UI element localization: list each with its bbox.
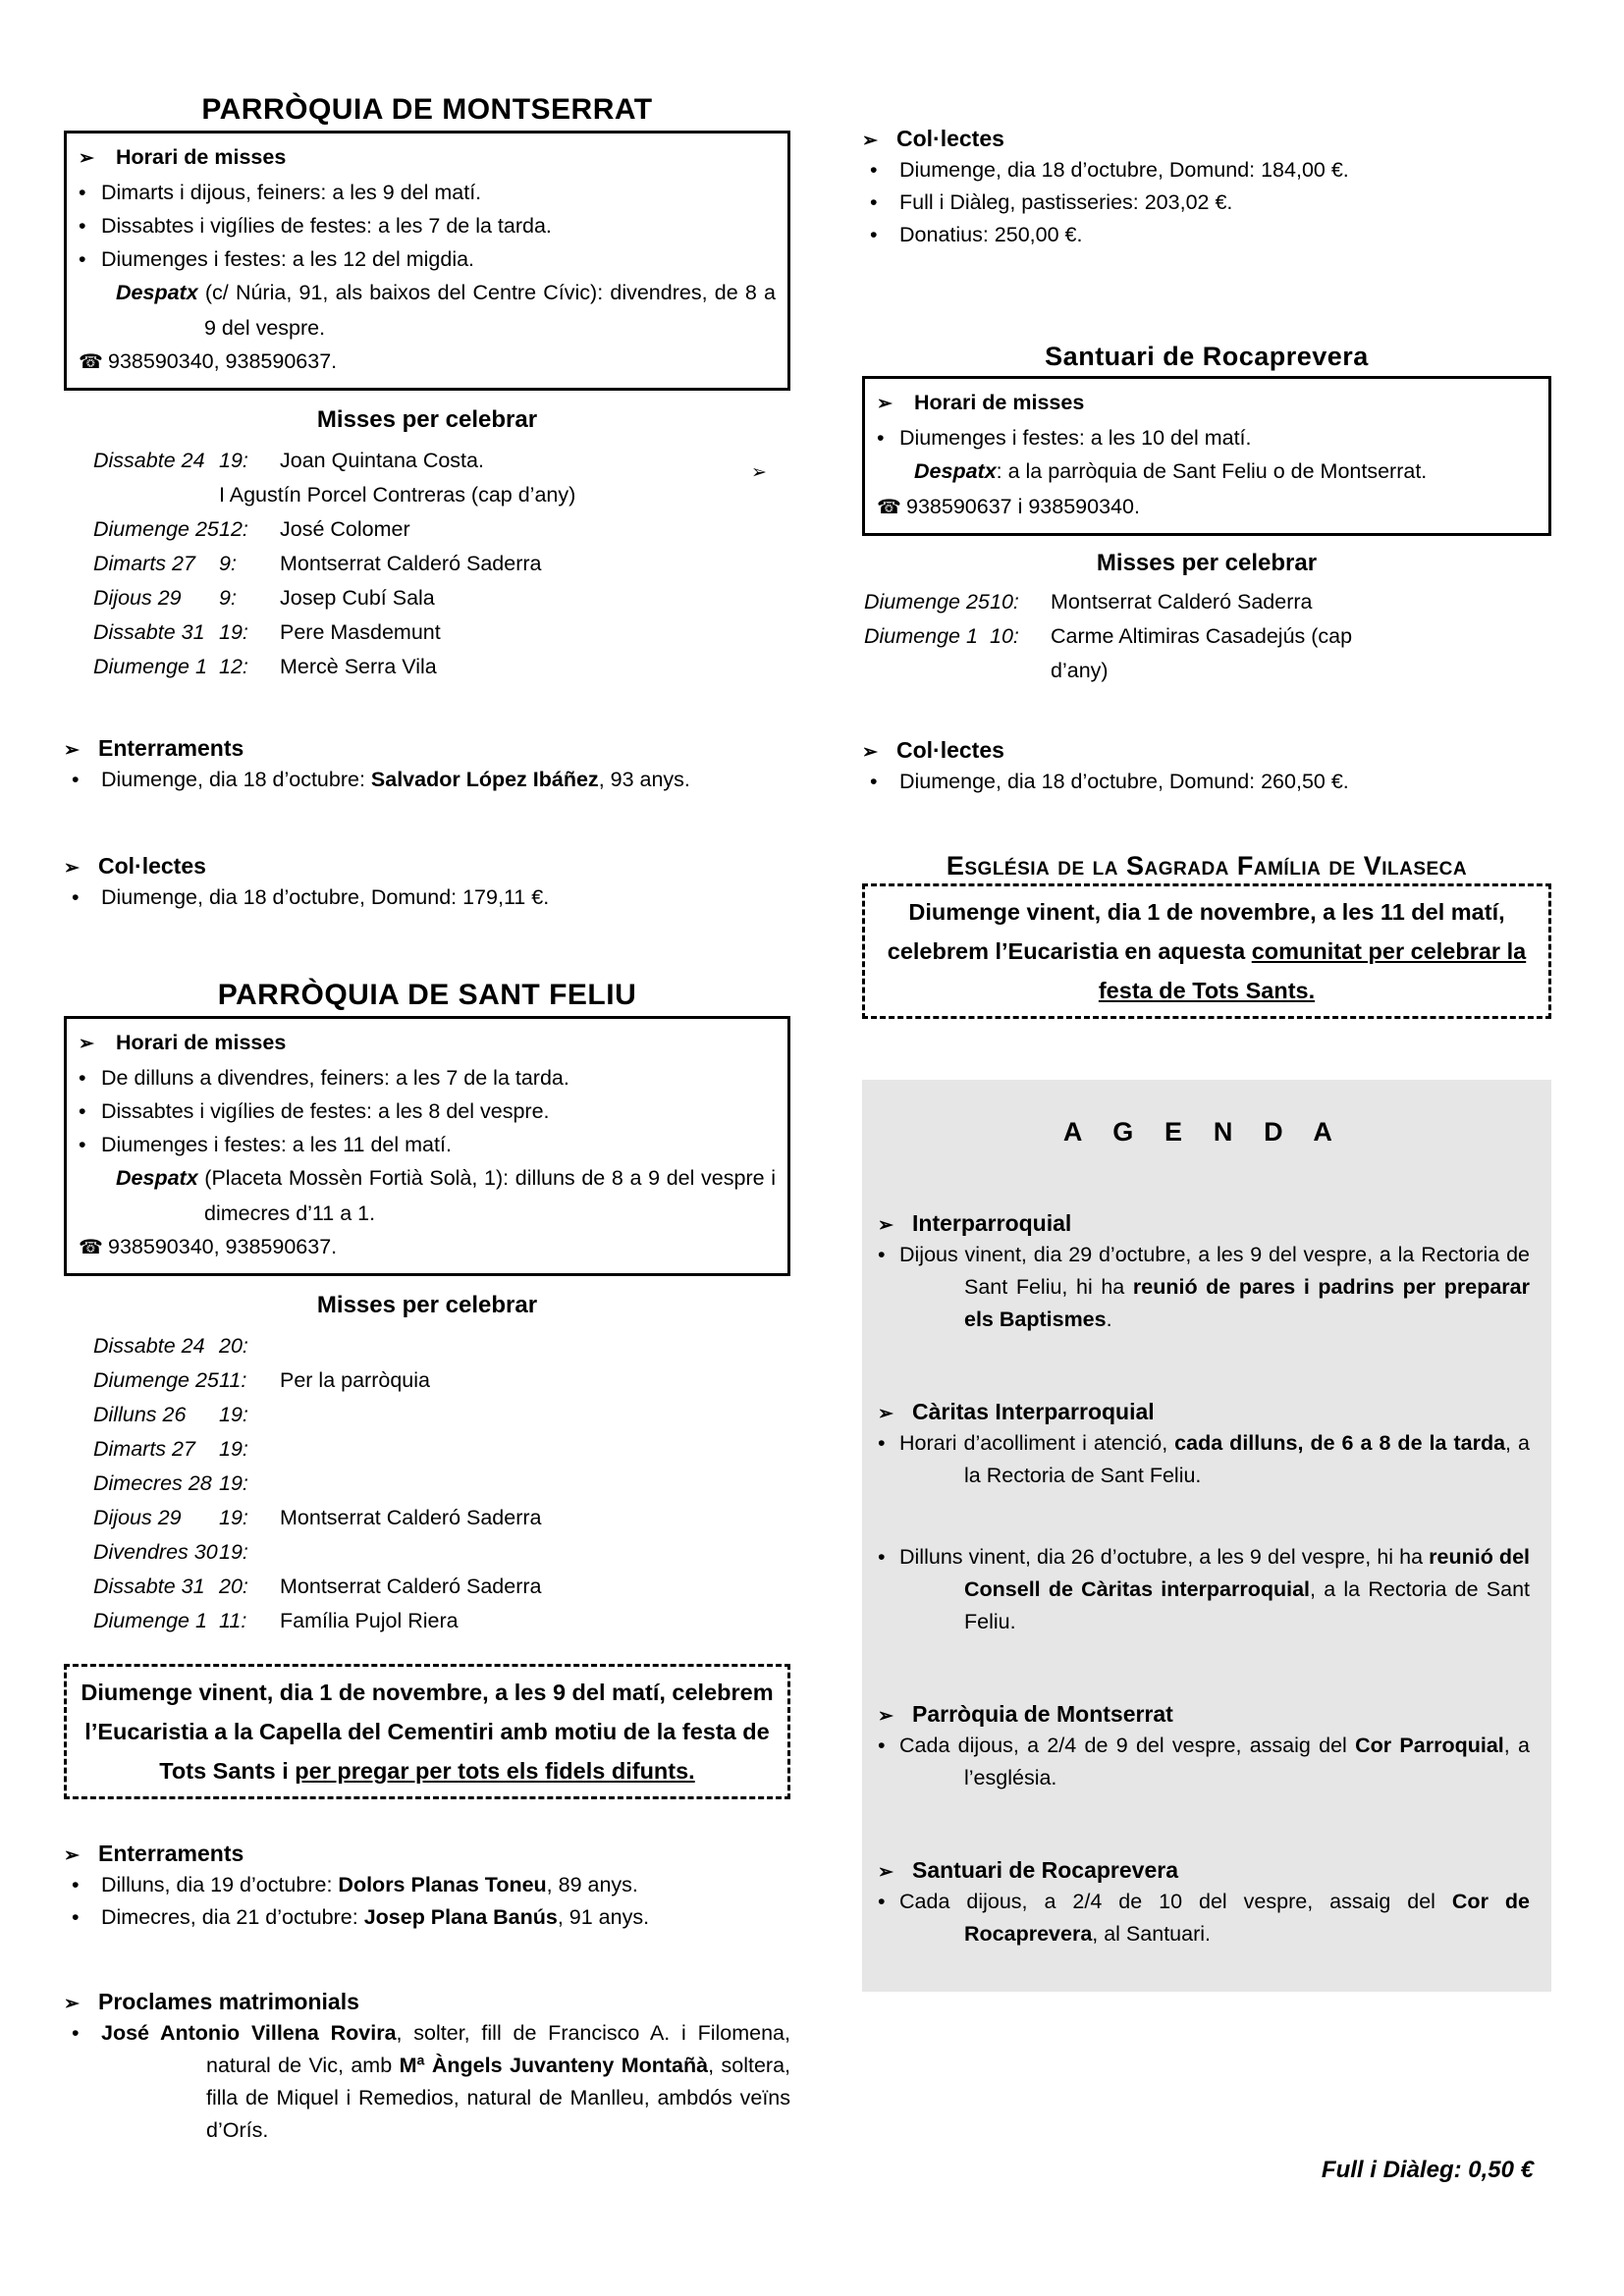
misses-name: Mercè Serra Vila (280, 655, 437, 678)
bullet-icon: • (878, 1890, 886, 1913)
bullet-icon: • (72, 768, 80, 791)
santfeliu-horari-heading (79, 1026, 776, 1061)
bullet-icon: • (878, 1734, 886, 1757)
item-text: , a la Rectoria de Sant Feliu. (964, 1577, 1531, 1633)
misses-name: Carme Altimiras Casadejús (cap d’any) (1051, 624, 1353, 682)
misses-value (219, 1501, 790, 1535)
collecta-item (64, 881, 790, 914)
misses-time: 12: (219, 517, 248, 541)
horari-item-text: Dissabtes i vigílies de festes: a les 8 del vespre. (101, 1099, 550, 1123)
misses-row (64, 1329, 790, 1363)
misses-time: 10: (990, 624, 1019, 648)
misses-name-line2: I Agustín Porcel Contreras (cap d’any) (219, 483, 576, 507)
misses-row (64, 1432, 790, 1467)
misses-value (219, 1570, 790, 1604)
misses-time: 19: (219, 620, 248, 644)
bullet-icon: • (870, 190, 878, 214)
misses-time: 19: (219, 1437, 248, 1461)
misses-row (64, 1363, 790, 1398)
bullet-icon: • (79, 1066, 86, 1090)
despatx-line (751, 454, 1537, 490)
misses-name: Josep Cubí Sala (280, 586, 435, 610)
santfeliu-horari-box (64, 1016, 790, 1276)
bullet-icon: • (877, 426, 885, 450)
montserrat-misses-table (64, 444, 790, 684)
deceased-name: Josep Plana Banús (363, 1905, 558, 1929)
collecta-item (862, 219, 1551, 251)
misses-row (64, 650, 790, 684)
arrowhead-icon: ➢ (64, 740, 80, 761)
misses-time: 19: (219, 1403, 248, 1426)
arrowhead-icon: ➢ (79, 1034, 94, 1054)
misses-value (219, 1535, 790, 1570)
misses-name: Montserrat Calderó Saderra (1051, 590, 1313, 614)
misses-day: Dissabte 31 (93, 1575, 205, 1598)
misses-value (219, 1604, 790, 1638)
phone-numbers: 938590340, 938590637. (108, 1235, 338, 1258)
announcement-text: Diumenge vinent, dia 1 de novembre, a les 9 del matí, celebrem l’Eucaristia a la Capella del Cementiri amb motiu de la festa de Tots Sants i (81, 1680, 774, 1784)
misses-row (64, 615, 790, 650)
montserrat-misses-heading: Misses per celebrar (316, 406, 538, 433)
item-text: Cada dijous, a 2/4 de 9 del vespre, assaig del (899, 1734, 1356, 1757)
misses-time: 9: (219, 552, 237, 575)
despatx-text: : a la parròquia de Sant Feliu o de Montserrat. (996, 459, 1428, 483)
arrowhead-icon: ➢ (64, 858, 80, 879)
misses-row (64, 1535, 790, 1570)
item-text: Diumenge, dia 18 d’octubre: (101, 768, 371, 791)
misses-time: 10: (990, 590, 1019, 614)
announcement-underlined-text: per pregar per tots els fidels difunts. (295, 1758, 695, 1784)
bullet-icon: • (870, 770, 878, 793)
arrowhead-icon (79, 1163, 116, 1197)
enterraments-heading-label: Enterraments (98, 1841, 244, 1866)
agenda-section-heading (878, 1210, 1530, 1237)
misses-day: Diumenge 1 (93, 1609, 207, 1632)
misses-name: Montserrat Calderó Saderra (280, 1506, 542, 1529)
item-text: , solter, fill de Francisco A. i Filomena, natural de Vic, amb (206, 2021, 790, 2077)
bullet-icon: • (878, 1243, 886, 1266)
montserrat-collectes (64, 853, 790, 914)
vilaseca-announcement-box (862, 883, 1551, 1019)
bullet-icon: • (878, 1545, 886, 1569)
misses-value (219, 650, 790, 684)
bullet-icon: • (79, 247, 86, 271)
horari-item-text: De dilluns a divendres, feiners: a les 7 de la tarda. (101, 1066, 569, 1090)
despatx-text: (Placeta Mossèn Fortià Solà, 1): dilluns de 8 a 9 del vespre i dimecres d’11 a 1. (197, 1166, 776, 1225)
arrowhead-icon: ➢ (862, 742, 878, 763)
item-text: Diumenge, dia 18 d’octubre, Domund: 184,00 €. (899, 158, 1349, 182)
proclames-section (64, 1989, 790, 2147)
misses-name: Família Pujol Riera (280, 1609, 459, 1632)
enterrament-item (64, 764, 790, 796)
misses-value (219, 547, 790, 581)
horari-item (79, 1095, 776, 1128)
misses-row (862, 619, 1551, 688)
santfeliu-title: PARRÒQUIA DE SANT FELIU (217, 979, 637, 1011)
montserrat-horari-box (64, 131, 790, 391)
horari-item-text: Diumenges i festes: a les 10 del matí. (899, 426, 1252, 450)
agenda-item (878, 1541, 1530, 1638)
montserrat-title: PARRÒQUIA DE MONTSERRAT (201, 93, 653, 126)
montserrat-enterraments (64, 735, 790, 796)
item-bold-text: Cor Parroquial (1355, 1734, 1504, 1757)
horari-item-text: Dimarts i dijous, feiners: a les 9 del matí. (101, 181, 482, 204)
misses-row (862, 585, 1551, 619)
horari-item-text: Diumenges i festes: a les 12 del migdia. (101, 247, 475, 271)
misses-value (990, 585, 1551, 619)
collecta-item (862, 154, 1551, 187)
misses-day: Dijous 29 (93, 1506, 182, 1529)
agenda-heading-label: Santuari de Rocaprevera (912, 1857, 1179, 1883)
bullet-icon: • (870, 158, 878, 182)
collecta-item (862, 187, 1551, 219)
item-bold-text: reunió del Consell de Càritas interparroquial (964, 1545, 1531, 1601)
horari-heading-label: Horari de misses (116, 1031, 287, 1054)
rocaprevera-horari-heading (877, 386, 1537, 421)
misses-name (280, 1398, 790, 1432)
misses-day: Diumenge 1 (93, 655, 207, 678)
misses-time: 19: (219, 449, 248, 472)
despatx-line (79, 1161, 776, 1230)
item-text: Horari d’acolliment i atenció, (899, 1431, 1175, 1455)
collectes-heading-label: Col·lectes (896, 737, 1004, 763)
horari-item (79, 1128, 776, 1161)
misses-name (280, 1467, 790, 1501)
item-text: Diumenge, dia 18 d’octubre, Domund: 260,50 €. (899, 770, 1349, 793)
misses-name: Per la parròquia (280, 1368, 430, 1392)
item-text: Dijous vinent, dia 29 d’octubre, a les 9 del vespre, a la Rectoria de Sant Feliu, hi ha (899, 1243, 1530, 1299)
item-text: Dilluns, dia 19 d’octubre: (101, 1873, 339, 1896)
misses-line (219, 444, 790, 478)
horari-item (79, 209, 776, 242)
rocaprevera-title: Santuari de Rocaprevera (1045, 342, 1369, 371)
horari-item-text: Diumenges i festes: a les 11 del matí. (101, 1133, 452, 1156)
misses-day: Dimecres 28 (93, 1471, 212, 1495)
bullet-icon: • (79, 1099, 86, 1123)
proclames-heading-label: Proclames matrimonials (98, 1989, 359, 2014)
phone-numbers: 938590340, 938590637. (108, 349, 338, 373)
agenda-item (878, 1730, 1530, 1794)
misses-time: 19: (219, 1540, 248, 1564)
item-text: , 89 anys. (546, 1873, 638, 1896)
misses-value (219, 1329, 790, 1363)
bullet-icon: • (79, 214, 86, 238)
item-bold-text: reunió de pares i padrins per preparar els Baptismes (964, 1275, 1530, 1331)
arrowhead-icon: ➢ (79, 148, 94, 169)
misses-day: Diumenge 25 (93, 1368, 219, 1392)
arrowhead-icon: ➢ (862, 131, 878, 151)
agenda-section-caritas (878, 1399, 1530, 1638)
misses-name: Montserrat Calderó Saderra (280, 552, 542, 575)
santfeliu-misses-table (64, 1329, 790, 1638)
item-text: Donatius: 250,00 €. (899, 223, 1083, 246)
bullet-icon: • (870, 223, 878, 246)
arrowhead-icon: ➢ (64, 1994, 80, 2014)
agenda-title: A G E N D A (1062, 1117, 1345, 1147)
despatx-label: Despatx (116, 1166, 198, 1190)
misses-row (64, 1501, 790, 1535)
misses-value (219, 1467, 790, 1501)
deceased-name: Salvador López Ibáñez (370, 768, 599, 791)
misses-row (64, 1467, 790, 1501)
enterraments-heading-label: Enterraments (98, 735, 244, 761)
price-note: Full i Diàleg: 0,50 € (1321, 2157, 1534, 2183)
item-text: , soltera, filla de Miquel i Remedios, natural de Manlleu, ambdós veïns d’Orís. (206, 2054, 791, 2142)
misses-row (64, 512, 790, 547)
misses-time: 19: (219, 1506, 248, 1529)
horari-item (79, 1061, 776, 1095)
proclama-item (64, 2017, 790, 2147)
enterraments-heading (64, 1841, 790, 1867)
montserrat-collectes-right (862, 126, 1551, 251)
item-text: Dimecres, dia 21 d’octubre: (101, 1905, 364, 1929)
misses-row (64, 444, 790, 512)
misses-day: Diumenge 1 (864, 624, 978, 648)
bullet-icon: • (72, 2021, 80, 2045)
arrowhead-icon: ➢ (878, 1215, 893, 1236)
horari-item-text: Dissabtes i vigílies de festes: a les 7 de la tarda. (101, 214, 552, 238)
misses-name (280, 1535, 790, 1570)
santfeliu-misses-heading: Misses per celebrar (316, 1292, 538, 1318)
misses-row (64, 581, 790, 615)
arrowhead-icon: ➢ (64, 1845, 80, 1866)
enterraments-heading (64, 735, 790, 762)
misses-name: Pere Masdemunt (280, 620, 441, 644)
misses-time: 20: (219, 1334, 248, 1358)
agenda-section-heading (878, 1399, 1530, 1425)
montserrat-horari-heading (79, 140, 776, 176)
misses-time: 11: (219, 1609, 247, 1632)
groom-name: José Antonio Villena Rovira (101, 2021, 397, 2045)
bullet-icon: • (79, 181, 86, 204)
agenda-section-rocaprevera (878, 1857, 1530, 1950)
despatx-label: Despatx (116, 281, 198, 304)
bullet-icon: • (878, 1431, 886, 1455)
misses-day: Dissabte 31 (93, 620, 205, 644)
bullet-icon: • (72, 1905, 80, 1929)
item-text: . (1106, 1308, 1112, 1331)
enterrament-item (64, 1869, 790, 1901)
telephone-icon: ☎ (79, 1237, 103, 1258)
misses-time: 12: (219, 655, 248, 678)
agenda-item (878, 1239, 1530, 1336)
misses-time: 19: (219, 1471, 248, 1495)
misses-day: Dilluns 26 (93, 1403, 187, 1426)
bullet-icon: • (72, 885, 80, 909)
phone-line (79, 1230, 776, 1264)
item-text: , a l’església. (964, 1734, 1530, 1789)
phone-line (79, 345, 776, 379)
misses-time: 9: (219, 586, 237, 610)
arrowhead-icon: ➢ (878, 1706, 893, 1727)
collectes-heading (862, 126, 1551, 152)
agenda-section-heading (878, 1857, 1530, 1884)
collectes-heading-label: Col·lectes (98, 853, 206, 879)
phone-line (877, 490, 1537, 524)
agenda-box (862, 1080, 1551, 1992)
enterrament-item (64, 1901, 790, 1934)
misses-name: José Colomer (280, 517, 410, 541)
item-text: Full i Diàleg, pastisseries: 203,02 €. (899, 190, 1233, 214)
misses-value (219, 512, 790, 547)
item-text: Diumenge, dia 18 d’octubre, Domund: 179,11 €. (101, 885, 550, 909)
item-text: Dilluns vinent, dia 26 d’octubre, a les 9 del vespre, hi ha (899, 1545, 1430, 1569)
misses-row (64, 1570, 790, 1604)
announcement-underlined-text: comunitat per celebrar la festa de Tots Sants. (1098, 938, 1527, 1003)
misses-day: Dimarts 27 (93, 552, 195, 575)
misses-day: Diumenge 25 (93, 517, 219, 541)
misses-time: 11: (219, 1368, 247, 1392)
misses-value (990, 619, 1412, 688)
santfeliu-announcement-box (64, 1664, 790, 1799)
item-text: , a la Rectoria de Sant Feliu. (964, 1431, 1530, 1487)
telephone-icon: ☎ (877, 497, 901, 518)
collectes-heading (862, 737, 1551, 764)
misses-row (64, 547, 790, 581)
misses-row (64, 1398, 790, 1432)
horari-item (79, 242, 776, 276)
bride-name: Mª Àngels Juvanteny Montañà (399, 2054, 709, 2077)
misses-day: Diumenge 25 (864, 590, 990, 614)
arrowhead-icon: ➢ (878, 1404, 893, 1424)
left-column (64, 93, 790, 2147)
item-text: , 91 anys. (557, 1905, 650, 1929)
arrowhead-icon: ➢ (877, 394, 893, 414)
misses-day: Divendres 30 (93, 1540, 218, 1564)
horari-heading-label: Horari de misses (914, 391, 1085, 414)
arrowhead-icon: ➢ (878, 1862, 893, 1883)
collectes-heading (64, 853, 790, 880)
agenda-section-heading (878, 1701, 1530, 1728)
item-text: Cada dijous, a 2/4 de 10 del vespre, assaig del (899, 1890, 1452, 1913)
misses-name: Joan Quintana Costa. (280, 449, 484, 472)
despatx-text: (c/ Núria, 91, als baixos del Centre Cívic): divendres, de 8 a 9 del vespre. (197, 281, 776, 340)
deceased-name: Dolors Planas Toneu (338, 1873, 547, 1896)
santfeliu-enterraments (64, 1841, 790, 1934)
misses-name (280, 1432, 790, 1467)
despatx-label: Despatx (914, 459, 997, 483)
agenda-heading-label: Interparroquial (912, 1210, 1072, 1236)
misses-name (280, 1329, 790, 1363)
horari-item (79, 176, 776, 209)
horari-heading-label: Horari de misses (116, 145, 287, 169)
item-text: , 93 anys. (598, 768, 690, 791)
misses-row (64, 1604, 790, 1638)
misses-value (219, 1398, 790, 1432)
arrowhead-icon (79, 278, 116, 311)
rocaprevera-misses-table (862, 585, 1551, 688)
phone-numbers: 938590637 i 938590340. (906, 495, 1140, 518)
misses-day: Dijous 29 (93, 586, 182, 610)
announcement-text: Diumenge vinent, dia 1 de novembre, a les 11 del matí, celebrem l’Eucaristia en aquesta (887, 899, 1505, 964)
despatx-line (79, 276, 776, 345)
misses-value (219, 581, 790, 615)
bullet-icon: • (72, 1873, 80, 1896)
misses-value (219, 444, 790, 512)
collecta-item (862, 766, 1551, 798)
item-bold-text: Cor de Rocaprevera (964, 1890, 1530, 1946)
agenda-heading-label: Càritas Interparroquial (912, 1399, 1155, 1424)
rocaprevera-misses-heading: Misses per celebrar (1096, 550, 1318, 576)
horari-item (877, 421, 1537, 454)
agenda-heading-label: Parròquia de Montserrat (912, 1701, 1173, 1727)
misses-value (219, 1432, 790, 1467)
misses-time: 20: (219, 1575, 248, 1598)
misses-day: Dissabte 24 (93, 1334, 205, 1358)
agenda-section-montserrat (878, 1701, 1530, 1794)
misses-day: Dissabte 24 (93, 449, 205, 472)
agenda-item (878, 1886, 1530, 1950)
vilaseca-heading: Església de la Sagrada Família de Vilaseca (946, 851, 1468, 881)
rocaprevera-collectes (862, 737, 1551, 798)
item-text: , al Santuari. (1092, 1922, 1211, 1946)
arrowhead-icon: ➢ (751, 462, 767, 483)
misses-value (219, 1363, 790, 1398)
bullet-icon: • (79, 1133, 86, 1156)
misses-day: Dimarts 27 (93, 1437, 195, 1461)
proclames-heading (64, 1989, 790, 2015)
agenda-item (878, 1427, 1530, 1492)
misses-name: Montserrat Calderó Saderra (280, 1575, 542, 1598)
right-column (751, 126, 1551, 2208)
item-bold-text: cada dilluns, de 6 a 8 de la tarda (1174, 1431, 1506, 1455)
agenda-section-interparroquial (878, 1210, 1530, 1336)
telephone-icon: ☎ (79, 351, 103, 373)
collectes-heading-label: Col·lectes (896, 126, 1004, 151)
misses-value (219, 615, 790, 650)
rocaprevera-horari-box (751, 376, 1551, 536)
